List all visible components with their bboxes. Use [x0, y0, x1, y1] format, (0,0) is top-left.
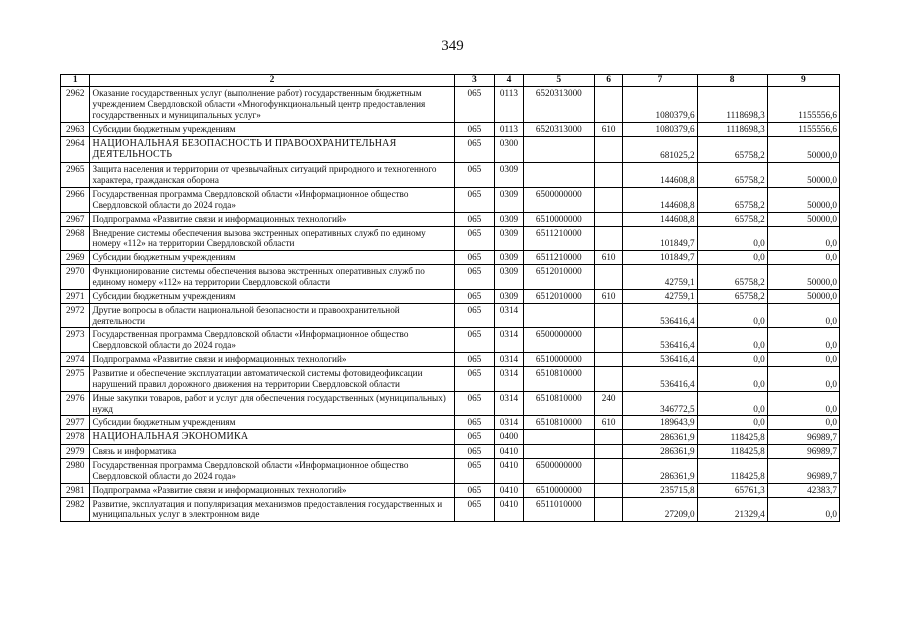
table-header [61, 75, 840, 87]
section-code-cell: 0314 [495, 353, 523, 367]
amount-2023-cell: 0,0 [697, 416, 767, 430]
expense-type-cell [594, 265, 622, 290]
admin-code-cell: 065 [454, 251, 495, 265]
amount-2023-cell: 65758,2 [697, 212, 767, 226]
admin-code-cell: 065 [454, 289, 495, 303]
amount-2022-cell: 1080379,6 [623, 87, 697, 123]
admin-code-cell: 065 [454, 136, 495, 163]
target-code-cell: 6510810000 [523, 366, 594, 391]
amount-2022-cell: 27209,0 [623, 497, 697, 522]
admin-code-cell: 065 [454, 445, 495, 459]
section-code-cell: 0309 [495, 226, 523, 251]
amount-2024-cell: 96989,7 [767, 445, 839, 459]
row-number-cell: 2978 [61, 430, 90, 445]
expense-type-cell: 240 [594, 391, 622, 416]
amount-2023-cell: 0,0 [697, 303, 767, 328]
header-row [61, 75, 840, 87]
table-row [61, 212, 840, 226]
section-code-cell: 0113 [495, 87, 523, 123]
table-row [61, 187, 840, 212]
section-code-cell: 0309 [495, 265, 523, 290]
table-row [61, 391, 840, 416]
target-code-cell: 6520313000 [523, 122, 594, 136]
amount-2024-cell: 0,0 [767, 366, 839, 391]
admin-code-cell: 065 [454, 328, 495, 353]
amount-2022-cell: 536416,4 [623, 353, 697, 367]
row-name-cell: Развитие, эксплуатация и популяризация механизмов предоставления государственных и муниципальных услуг в электронном виде [90, 497, 454, 522]
section-code-cell: 0314 [495, 416, 523, 430]
row-number-cell: 2980 [61, 458, 90, 483]
admin-code-cell: 065 [454, 416, 495, 430]
expense-type-cell [594, 483, 622, 497]
target-code-cell: 6500000000 [523, 458, 594, 483]
target-code-cell: 6510000000 [523, 353, 594, 367]
section-code-cell: 0314 [495, 391, 523, 416]
table-row [61, 289, 840, 303]
section-code-cell: 0400 [495, 430, 523, 445]
row-name-cell: Развитие и обеспечение эксплуатации автоматической системы фотовидеофиксации нарушений правил дорожного движения на территории Свердловской области [90, 366, 454, 391]
target-code-cell: 6511210000 [523, 226, 594, 251]
amount-2023-cell: 0,0 [697, 251, 767, 265]
amount-2022-cell: 101849,7 [623, 251, 697, 265]
table-row [61, 303, 840, 328]
row-number-cell: 2965 [61, 163, 90, 188]
table-row [61, 87, 840, 123]
amount-2022-cell: 235715,8 [623, 483, 697, 497]
amount-2023-cell: 0,0 [697, 226, 767, 251]
row-name-cell: НАЦИОНАЛЬНАЯ ЭКОНОМИКА [90, 430, 454, 445]
expense-type-cell [594, 212, 622, 226]
admin-code-cell: 065 [454, 226, 495, 251]
table-row [61, 445, 840, 459]
row-number-cell: 2964 [61, 136, 90, 163]
section-code-cell: 0410 [495, 458, 523, 483]
amount-2022-cell: 286361,9 [623, 445, 697, 459]
amount-2022-cell: 144608,8 [623, 212, 697, 226]
amount-2023-cell: 65758,2 [697, 163, 767, 188]
admin-code-cell: 065 [454, 483, 495, 497]
table-row [61, 136, 840, 163]
target-code-cell: 6500000000 [523, 187, 594, 212]
expense-type-cell [594, 303, 622, 328]
target-code-cell: 6510000000 [523, 483, 594, 497]
target-code-cell: 6520313000 [523, 87, 594, 123]
expense-type-cell [594, 226, 622, 251]
section-code-cell: 0300 [495, 136, 523, 163]
amount-2024-cell: 42383,7 [767, 483, 839, 497]
amount-2024-cell: 50000,0 [767, 265, 839, 290]
expense-type-cell [594, 187, 622, 212]
row-name-cell: Субсидии бюджетным учреждениям [90, 251, 454, 265]
amount-2023-cell: 118425,8 [697, 430, 767, 445]
row-name-cell: Подпрограмма «Развитие связи и информационных технологий» [90, 483, 454, 497]
amount-2024-cell: 50000,0 [767, 136, 839, 163]
admin-code-cell: 065 [454, 187, 495, 212]
section-code-cell: 0309 [495, 163, 523, 188]
amount-2024-cell: 0,0 [767, 303, 839, 328]
amount-2023-cell: 0,0 [697, 366, 767, 391]
table-row [61, 353, 840, 367]
row-number-cell: 2970 [61, 265, 90, 290]
row-number-cell: 2976 [61, 391, 90, 416]
column-header: 3 [454, 75, 495, 87]
target-code-cell: 6510810000 [523, 416, 594, 430]
amount-2024-cell: 0,0 [767, 226, 839, 251]
row-name-cell: Подпрограмма «Развитие связи и информационных технологий» [90, 353, 454, 367]
table-row [61, 251, 840, 265]
row-number-cell: 2963 [61, 122, 90, 136]
expense-type-cell [594, 430, 622, 445]
row-number-cell: 2974 [61, 353, 90, 367]
amount-2023-cell: 21329,4 [697, 497, 767, 522]
target-code-cell [523, 163, 594, 188]
row-number-cell: 2981 [61, 483, 90, 497]
section-code-cell: 0314 [495, 366, 523, 391]
table-row [61, 497, 840, 522]
amount-2022-cell: 42759,1 [623, 289, 697, 303]
section-code-cell: 0309 [495, 187, 523, 212]
expense-type-cell [594, 136, 622, 163]
table-body [61, 87, 840, 522]
amount-2024-cell: 1155556,6 [767, 87, 839, 123]
amount-2023-cell: 0,0 [697, 391, 767, 416]
amount-2023-cell: 65758,2 [697, 265, 767, 290]
row-number-cell: 2977 [61, 416, 90, 430]
target-code-cell: 6510810000 [523, 391, 594, 416]
amount-2024-cell: 0,0 [767, 328, 839, 353]
amount-2022-cell: 346772,5 [623, 391, 697, 416]
expense-type-cell [594, 458, 622, 483]
table-row [61, 226, 840, 251]
table-row [61, 163, 840, 188]
amount-2024-cell: 50000,0 [767, 212, 839, 226]
row-number-cell: 2973 [61, 328, 90, 353]
target-code-cell: 6510000000 [523, 212, 594, 226]
target-code-cell [523, 303, 594, 328]
table-row [61, 366, 840, 391]
table-row [61, 328, 840, 353]
amount-2023-cell: 1118698,3 [697, 122, 767, 136]
amount-2022-cell: 144608,8 [623, 163, 697, 188]
column-header: 6 [594, 75, 622, 87]
amount-2022-cell: 536416,4 [623, 366, 697, 391]
row-name-cell: Государственная программа Свердловской области «Информационное общество Свердловской области до 2024 года» [90, 328, 454, 353]
target-code-cell: 6500000000 [523, 328, 594, 353]
row-number-cell: 2979 [61, 445, 90, 459]
section-code-cell: 0309 [495, 212, 523, 226]
row-number-cell: 2969 [61, 251, 90, 265]
admin-code-cell: 065 [454, 366, 495, 391]
section-code-cell: 0113 [495, 122, 523, 136]
table-row [61, 265, 840, 290]
row-number-cell: 2962 [61, 87, 90, 123]
budget-table [60, 74, 840, 522]
amount-2024-cell: 0,0 [767, 251, 839, 265]
row-name-cell: Субсидии бюджетным учреждениям [90, 416, 454, 430]
expense-type-cell: 610 [594, 251, 622, 265]
section-code-cell: 0410 [495, 497, 523, 522]
page-number: 349 [441, 38, 464, 54]
amount-2023-cell: 0,0 [697, 353, 767, 367]
amount-2024-cell: 50000,0 [767, 163, 839, 188]
row-name-cell: Субсидии бюджетным учреждениям [90, 289, 454, 303]
table-row [61, 416, 840, 430]
row-name-cell: Государственная программа Свердловской области «Информационное общество Свердловской области до 2024 года» [90, 458, 454, 483]
target-code-cell [523, 445, 594, 459]
admin-code-cell: 065 [454, 391, 495, 416]
column-header: 4 [495, 75, 523, 87]
admin-code-cell: 065 [454, 303, 495, 328]
amount-2022-cell: 144608,8 [623, 187, 697, 212]
section-code-cell: 0314 [495, 303, 523, 328]
section-code-cell: 0410 [495, 483, 523, 497]
section-code-cell: 0309 [495, 251, 523, 265]
table-row [61, 122, 840, 136]
column-header: 8 [697, 75, 767, 87]
admin-code-cell: 065 [454, 265, 495, 290]
expense-type-cell [594, 328, 622, 353]
column-header: 9 [767, 75, 839, 87]
amount-2024-cell: 50000,0 [767, 187, 839, 212]
section-code-cell: 0314 [495, 328, 523, 353]
amount-2024-cell: 0,0 [767, 353, 839, 367]
expense-type-cell: 610 [594, 122, 622, 136]
section-code-cell: 0309 [495, 289, 523, 303]
admin-code-cell: 065 [454, 163, 495, 188]
row-name-cell: НАЦИОНАЛЬНАЯ БЕЗОПАСНОСТЬ И ПРАВООХРАНИТЕЛЬНАЯ ДЕЯТЕЛЬНОСТЬ [90, 136, 454, 163]
admin-code-cell: 065 [454, 458, 495, 483]
admin-code-cell: 065 [454, 497, 495, 522]
target-code-cell: 6511010000 [523, 497, 594, 522]
row-number-cell: 2971 [61, 289, 90, 303]
target-code-cell: 6512010000 [523, 265, 594, 290]
row-number-cell: 2975 [61, 366, 90, 391]
row-name-cell: Функционирование системы обеспечения вызова экстренных оперативных служб по единому номеру «112» на территории Свердловской области [90, 265, 454, 290]
row-number-cell: 2972 [61, 303, 90, 328]
row-name-cell: Иные закупки товаров, работ и услуг для обеспечения государственных (муниципальных) нужд [90, 391, 454, 416]
amount-2023-cell: 65758,2 [697, 187, 767, 212]
target-code-cell [523, 430, 594, 445]
target-code-cell: 6512010000 [523, 289, 594, 303]
expense-type-cell [594, 163, 622, 188]
admin-code-cell: 065 [454, 87, 495, 123]
row-name-cell: Оказание государственных услуг (выполнение работ) государственным бюджетным учреждением Свердловской области «Многофункциональный центр предоставления государственных и муниципальных услуг» [90, 87, 454, 123]
amount-2023-cell: 118425,8 [697, 445, 767, 459]
amount-2023-cell: 65761,3 [697, 483, 767, 497]
amount-2022-cell: 536416,4 [623, 303, 697, 328]
row-name-cell: Связь и информатика [90, 445, 454, 459]
amount-2024-cell: 0,0 [767, 497, 839, 522]
amount-2023-cell: 65758,2 [697, 289, 767, 303]
expense-type-cell: 610 [594, 289, 622, 303]
row-number-cell: 2982 [61, 497, 90, 522]
amount-2022-cell: 101849,7 [623, 226, 697, 251]
expense-type-cell [594, 353, 622, 367]
amount-2023-cell: 0,0 [697, 328, 767, 353]
column-header: 2 [90, 75, 454, 87]
target-code-cell: 6511210000 [523, 251, 594, 265]
amount-2022-cell: 286361,9 [623, 458, 697, 483]
amount-2022-cell: 189643,9 [623, 416, 697, 430]
admin-code-cell: 065 [454, 122, 495, 136]
amount-2024-cell: 96989,7 [767, 458, 839, 483]
table-row [61, 430, 840, 445]
expense-type-cell: 610 [594, 416, 622, 430]
admin-code-cell: 065 [454, 212, 495, 226]
admin-code-cell: 065 [454, 430, 495, 445]
expense-type-cell [594, 497, 622, 522]
column-header: 1 [61, 75, 90, 87]
admin-code-cell: 065 [454, 353, 495, 367]
expense-type-cell [594, 366, 622, 391]
amount-2023-cell: 65758,2 [697, 136, 767, 163]
amount-2024-cell: 0,0 [767, 416, 839, 430]
row-name-cell: Подпрограмма «Развитие связи и информационных технологий» [90, 212, 454, 226]
amount-2022-cell: 1080379,6 [623, 122, 697, 136]
amount-2023-cell: 1118698,3 [697, 87, 767, 123]
amount-2022-cell: 42759,1 [623, 265, 697, 290]
amount-2022-cell: 536416,4 [623, 328, 697, 353]
section-code-cell: 0410 [495, 445, 523, 459]
amount-2024-cell: 1155556,6 [767, 122, 839, 136]
row-name-cell: Субсидии бюджетным учреждениям [90, 122, 454, 136]
amount-2024-cell: 50000,0 [767, 289, 839, 303]
table-row [61, 458, 840, 483]
row-name-cell: Другие вопросы в области национальной безопасности и правоохранительной деятельности [90, 303, 454, 328]
column-header: 7 [623, 75, 697, 87]
amount-2024-cell: 96989,7 [767, 430, 839, 445]
row-number-cell: 2966 [61, 187, 90, 212]
amount-2022-cell: 286361,9 [623, 430, 697, 445]
amount-2023-cell: 118425,8 [697, 458, 767, 483]
table-row [61, 483, 840, 497]
row-name-cell: Внедрение системы обеспечения вызова экстренных оперативных служб по единому номеру «112» на территории Свердловской области [90, 226, 454, 251]
row-name-cell: Государственная программа Свердловской области «Информационное общество Свердловской области до 2024 года» [90, 187, 454, 212]
column-header: 5 [523, 75, 594, 87]
row-name-cell: Защита населения и территории от чрезвычайных ситуаций природного и техногенного характера, гражданская оборона [90, 163, 454, 188]
amount-2024-cell: 0,0 [767, 391, 839, 416]
expense-type-cell [594, 87, 622, 123]
row-number-cell: 2968 [61, 226, 90, 251]
expense-type-cell [594, 445, 622, 459]
target-code-cell [523, 136, 594, 163]
row-number-cell: 2967 [61, 212, 90, 226]
amount-2022-cell: 681025,2 [623, 136, 697, 163]
